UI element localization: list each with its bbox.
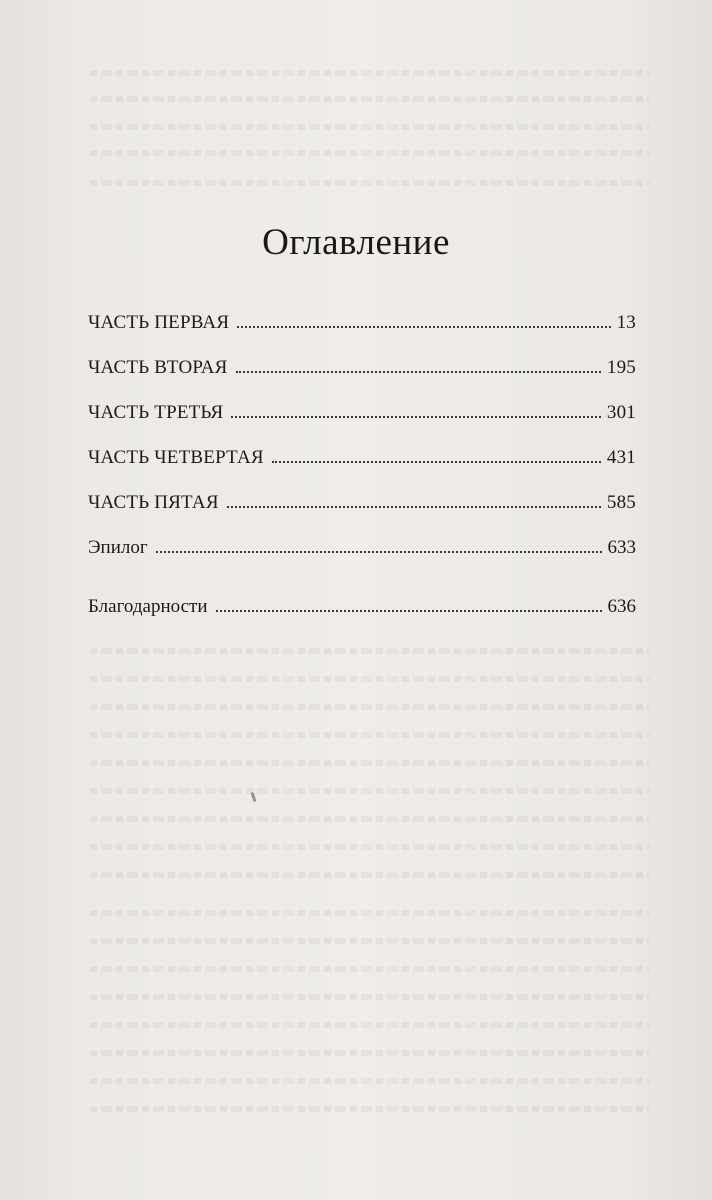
bleed-through-line [90, 760, 650, 766]
toc-entry-part-1 [88, 312, 636, 357]
toc-leader-dots [227, 506, 601, 508]
toc-leader-dots [272, 461, 601, 463]
toc-entry-page: 633 [607, 537, 636, 558]
toc-leader-dots [237, 326, 610, 328]
bleed-through-line [90, 910, 650, 916]
bleed-through-line [90, 1106, 650, 1112]
bleed-through-line [90, 96, 650, 102]
toc-entry-page: 301 [606, 402, 636, 423]
toc-entry-part-4 [88, 447, 636, 492]
bleed-through-line [90, 994, 650, 1000]
bleed-through-line [90, 844, 650, 850]
toc-entry-part-5 [88, 492, 636, 537]
toc-leader-dots [156, 551, 602, 553]
toc-entry-page: 195 [606, 357, 636, 378]
toc-entry-label: ЧАСТЬ ВТОРАЯ [88, 357, 228, 378]
bleed-through-line [90, 704, 650, 710]
toc-entry-label: ЧАСТЬ ПЯТАЯ [88, 492, 219, 513]
toc-entry-label: Эпилог [88, 537, 148, 558]
toc-entry-page: 13 [616, 312, 636, 333]
table-of-contents [88, 312, 636, 641]
bleed-through-line [90, 1050, 650, 1056]
toc-entry-label: ЧАСТЬ ТРЕТЬЯ [88, 402, 224, 423]
toc-entry-part-2 [88, 357, 636, 402]
bleed-through-line [90, 180, 650, 186]
bleed-through-line [90, 938, 650, 944]
bleed-through-line [90, 1078, 650, 1084]
toc-entry-label: ЧАСТЬ ЧЕТВЕРТАЯ [88, 447, 264, 468]
bleed-through-line [90, 676, 650, 682]
bleed-through-line [90, 70, 650, 76]
page-title: Оглавление [262, 221, 450, 263]
toc-entry-acknowledgements [88, 596, 636, 641]
bleed-through-line [90, 872, 650, 878]
bleed-through-line [90, 124, 650, 130]
bleed-through-line [90, 1022, 650, 1028]
bleed-through-line [90, 732, 650, 738]
bleed-through-line [90, 816, 650, 822]
toc-entry-epilogue [88, 537, 636, 582]
toc-entry-label: ЧАСТЬ ПЕРВАЯ [88, 312, 230, 333]
bleed-through-line [90, 150, 650, 156]
toc-entry-part-3 [88, 402, 636, 447]
toc-entry-label: Благодарности [88, 596, 208, 617]
toc-leader-dots [216, 610, 602, 612]
toc-entry-page: 431 [606, 447, 636, 468]
bleed-through-line [90, 648, 650, 654]
toc-leader-dots [236, 371, 601, 373]
toc-entry-page: 636 [607, 596, 636, 617]
toc-leader-dots [231, 416, 600, 418]
bleed-through-line [90, 966, 650, 972]
toc-entry-page: 585 [606, 492, 636, 513]
bleed-through-line [90, 788, 650, 794]
